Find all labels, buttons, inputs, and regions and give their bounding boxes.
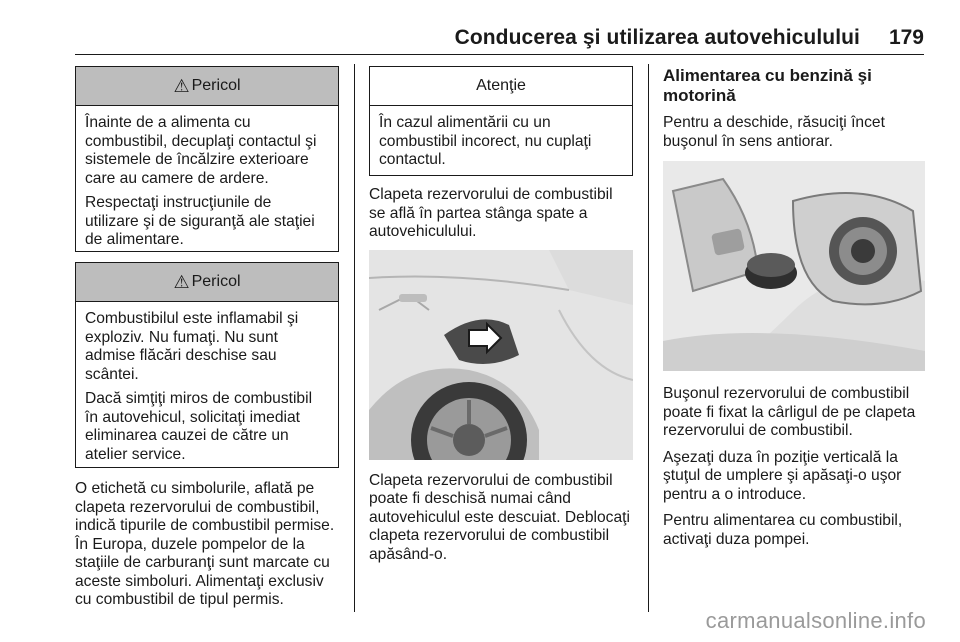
fuel-cap-illustration	[663, 161, 925, 371]
caution-box	[369, 66, 633, 176]
cap-open-text: Pentru a deschide, răsuciţi încet buşonul în sens antiorar.	[663, 114, 885, 150]
danger-box-1-text-2: Respectaţi instrucţiunile de utilizare şi de siguranţă ale staţiei de alimentare.	[85, 194, 315, 248]
danger-box-2-heading: Pericol	[191, 272, 241, 290]
page-number: 179	[888, 26, 924, 49]
column-divider-1	[354, 64, 355, 612]
danger-box-1-header	[76, 67, 338, 106]
watermark: carmanualsonline.info	[705, 608, 926, 633]
danger-box-1-text-1: Înainte de a alimenta cu combustibil, decuplaţi contactul şi sistemele de încălzire exterioare care au camere de ardere.	[85, 114, 317, 187]
column-2	[369, 66, 633, 572]
page-header	[0, 0, 960, 60]
fuel-flap-illustration	[369, 250, 633, 460]
danger-box-2	[75, 262, 339, 468]
danger-box-2-text-2: Dacă simţiţi miros de combustibil în autovehicul, solicitaţi imediat eliminarea cauzei de către un atelier service.	[85, 390, 313, 463]
fuel-label-text: O etichetă cu simbolurile, aflată pe clapeta rezervorului de combustibil, indică tipurile de combustibil permise. În Europa, duzele pompelor de la staţiile de carburanţi sunt marcate cu aceste simboluri. Alimentaţi exclusiv cu combustibil de tipul permis.	[75, 480, 335, 608]
danger-box-2-text-1: Combustibilul este inflamabil şi exploziv. Nu fumaţi. Nu sunt admise flăcări deschise sau scântei.	[85, 310, 299, 383]
danger-box-1-heading: Pericol	[191, 76, 241, 94]
danger-box-1	[75, 66, 339, 252]
fuel-flap-location-text: Clapeta rezervorului de combustibil se află în partea stânga spate a autovehiculului.	[369, 186, 613, 240]
column-3	[663, 66, 927, 557]
section-heading: Alimentarea cu benzină şi motorină	[663, 66, 872, 105]
cap-hook-text: Buşonul rezervorului de combustibil poate fi fixat la cârligul de pe clapeta rezervorului de combustibil.	[663, 385, 916, 439]
danger-box-2-header	[76, 263, 338, 302]
nozzle-insert-text: Aşezaţi duza în poziţie verticală la ştuţul de umplere şi apăsaţi-o uşor pentru a o introduce.	[663, 448, 902, 503]
warning-triangle-icon: ⚠	[173, 75, 190, 96]
caution-box-text: În cazul alimentării cu un combustibil incorect, nu cuplaţi contactul.	[379, 114, 592, 168]
caution-box-header	[370, 67, 632, 106]
column-divider-2	[648, 64, 649, 612]
header-rule	[75, 54, 924, 55]
caution-box-heading: Atenţie	[476, 76, 526, 94]
nozzle-activate-text: Pentru alimentarea cu combustibil, activaţi duza pompei.	[663, 512, 903, 548]
page-title: Conducerea şi utilizarea autovehiculului	[454, 26, 860, 49]
fuel-flap-open-text: Clapeta rezervorului de combustibil poate fi deschisă numai când autovehiculul este descuiat. Deblocaţi clapeta rezervorului de combustibil apăsând-o.	[369, 471, 630, 563]
warning-triangle-icon: ⚠	[173, 271, 190, 292]
column-1	[75, 66, 339, 618]
